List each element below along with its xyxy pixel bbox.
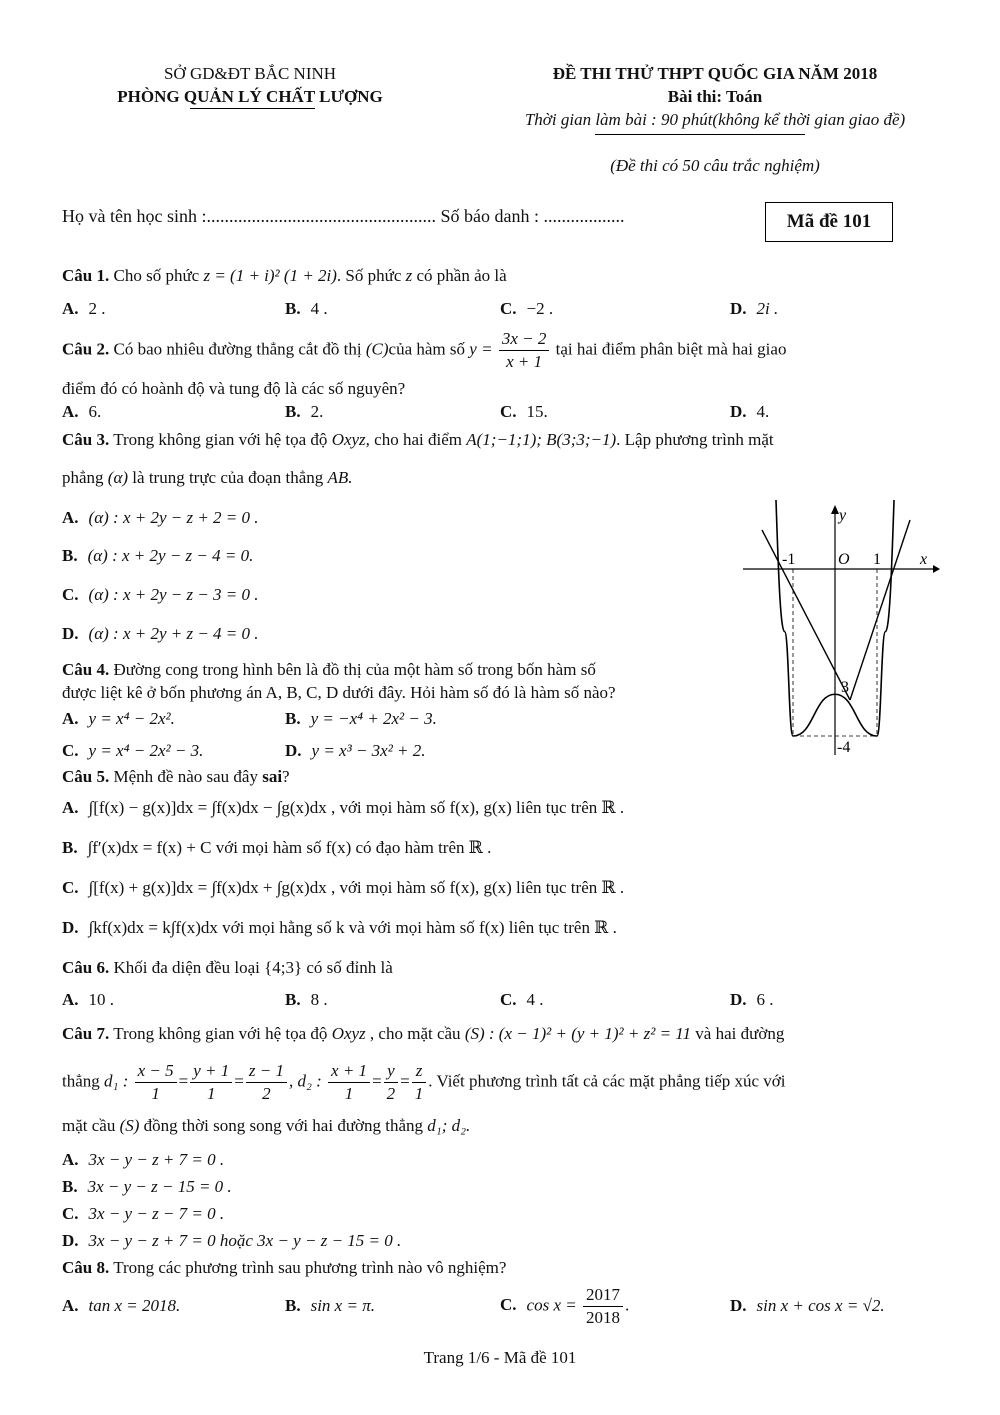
option-b[interactable] — [62, 1177, 232, 1197]
question-label: Câu 4. — [62, 660, 110, 679]
math-expression: Oxyz, — [331, 430, 370, 449]
option-label: B. — [285, 990, 301, 1009]
option-text: 6 . — [756, 990, 774, 1009]
fraction — [135, 1060, 177, 1105]
question-text: có số đỉnh là — [302, 958, 393, 977]
option-b[interactable] — [285, 402, 323, 422]
option-text: 4 . — [310, 299, 328, 318]
question-text: . Viết phương trình tất cả các mặt phẳng tiếp xúc với — [428, 1071, 786, 1091]
option-text: 15. — [526, 402, 548, 421]
question-4 — [62, 660, 596, 680]
option-label: C. — [62, 741, 79, 760]
question-6 — [62, 958, 393, 978]
fraction-denominator: 2 — [386, 1084, 396, 1103]
math-expression: (S) — [119, 1116, 140, 1135]
option-text: sin x = π. — [310, 1296, 375, 1315]
option-text: y = −x⁴ + 2x² − 3. — [310, 709, 437, 728]
option-text: (α) : x + 2y − z + 2 = 0 . — [88, 508, 259, 527]
question-3 — [62, 430, 774, 450]
option-text: −2 . — [526, 299, 554, 318]
option-text: y = x³ − 3x² + 2. — [311, 741, 426, 760]
question-label: Câu 7. — [62, 1024, 110, 1043]
option-text: y = x⁴ − 2x². — [88, 709, 175, 728]
office-name: PHÒNG QUẢN LÝ CHẤT LƯỢNG — [117, 87, 383, 106]
origin-label: O — [838, 551, 850, 568]
fraction — [384, 1060, 399, 1105]
option-label: D. — [730, 990, 747, 1009]
option-text: 8 . — [310, 990, 328, 1009]
fraction — [583, 1284, 623, 1329]
option-d[interactable] — [730, 990, 774, 1010]
question-label: Câu 8. — [62, 1258, 110, 1277]
tick-label: -4 — [837, 739, 851, 756]
option-label: C. — [62, 1204, 79, 1223]
option-d[interactable] — [62, 624, 259, 644]
exam-duration: Thời gian làm bài : 90 phút(không kể thời gian giao đề) — [524, 110, 906, 129]
option-label: A. — [62, 1150, 79, 1169]
math-expression: A(1;−1;1); B(3;3;−1) — [466, 430, 617, 449]
fraction — [328, 1060, 370, 1105]
option-c[interactable] — [500, 402, 548, 422]
option-label: C. — [62, 878, 79, 897]
math-expression: , d₂ : — [288, 1071, 322, 1091]
option-text: 3x − y − z + 7 = 0 . — [88, 1150, 225, 1169]
option-c[interactable] — [62, 1204, 224, 1224]
question-8 — [62, 1258, 506, 1278]
option-a[interactable] — [62, 402, 101, 422]
function-graph — [740, 500, 940, 760]
exam-subject: Bài thi: Toán — [667, 87, 763, 106]
option-text: 4. — [756, 402, 770, 421]
option-label: D. — [62, 624, 79, 643]
option-text: 4 . — [526, 990, 544, 1009]
question-text: . Số phức — [336, 266, 406, 285]
fraction — [499, 328, 550, 373]
math-expression: (C) — [365, 339, 389, 359]
fraction-denominator: 1 — [414, 1084, 424, 1103]
option-label: A. — [62, 508, 79, 527]
option-text: tan x = 2018. — [88, 1296, 181, 1315]
math-expression: (α) — [107, 468, 129, 487]
fraction-numerator: 3x − 2 — [499, 328, 550, 351]
question-1 — [62, 266, 507, 286]
question-text: cho hai điểm — [369, 430, 467, 449]
question-text: thẳng — [62, 1071, 105, 1091]
exam-code: Mã đề 101 — [786, 211, 872, 232]
question-7-cont: thẳng d₁ : $\frac{x - 5}{1}$ = $\frac{y + 1}{1}$ = $\frac{z - 1}{2}$ , d₂ : $\frac{x + 1}{1}$ = $\frac{y}{2}$ = $\frac{z}{1}$ . Viết phương trình tất cả các mặt phẳng tiếp xúc với — [62, 1061, 786, 1103]
option-label: C. — [500, 299, 517, 318]
option-label: A. — [62, 709, 79, 728]
option-text: ∫f′(x)dx = f(x) + C với mọi hàm số f(x) có đạo hàm trên ℝ . — [87, 838, 492, 857]
option-c[interactable] — [62, 741, 203, 761]
fraction-denominator: x + 1 — [506, 352, 543, 371]
option-label: D. — [730, 402, 747, 421]
option-text: 6. — [88, 402, 102, 421]
option-label: B. — [285, 709, 301, 728]
fraction-numerator: x + 1 — [328, 1060, 370, 1083]
math-variable: z — [405, 266, 413, 285]
fraction-numerator: x − 5 — [135, 1060, 177, 1083]
option-b[interactable] — [62, 838, 491, 858]
graph-line-right — [850, 520, 910, 700]
option-label: B. — [285, 402, 301, 421]
question-label: Câu 3. — [62, 430, 110, 449]
exam-code-box — [765, 202, 893, 242]
option-label: A. — [62, 402, 79, 421]
question-text: . Lập phương trình mặt — [616, 430, 774, 449]
option-d[interactable] — [730, 1296, 885, 1316]
option-text: 3x − y − z + 7 = 0 hoặc 3x − y − z − 15 = 0 . — [88, 1231, 402, 1250]
option-c[interactable]: C. cos x = $\frac{2017}{2018}$ . — [500, 1285, 630, 1327]
option-a[interactable] — [62, 1296, 180, 1316]
question-7 — [62, 1024, 784, 1044]
header-underline — [190, 108, 315, 109]
option-label: B. — [285, 1296, 301, 1315]
header-underline-right — [595, 134, 805, 135]
option-text: 2i . — [756, 299, 779, 318]
option-label: A. — [62, 798, 79, 817]
question-text: có phần ảo là — [412, 266, 507, 285]
question-text: Trong các phương trình sau phương trình nào vô nghiệm? — [113, 1258, 507, 1277]
fraction-numerator: y + 1 — [190, 1060, 232, 1083]
option-text: cos x = — [526, 1295, 577, 1315]
option-text: y = x⁴ − 2x² − 3. — [88, 741, 204, 760]
question-label: Câu 1. — [62, 266, 110, 285]
option-a[interactable] — [62, 798, 624, 818]
option-text: ∫[f(x) + g(x)]dx = ∫f(x)dx + ∫g(x)dx , với mọi hàm số f(x), g(x) liên tục trên ℝ . — [88, 878, 625, 897]
fraction-numerator: z — [412, 1060, 427, 1083]
option-b[interactable] — [285, 990, 328, 1010]
option-text: sin x + cos x = √2. — [756, 1296, 885, 1315]
y-axis-arrow — [831, 505, 839, 514]
question-text: tại hai điểm phân biệt mà hai giao — [551, 339, 787, 359]
question-text: của hàm số — [388, 339, 470, 359]
question-text: là trung trực của đoạn thẳng — [128, 468, 328, 487]
option-text: (α) : x + 2y − z − 4 = 0. — [87, 546, 254, 565]
question-text: đồng thời song song với hai đường thẳng — [139, 1116, 428, 1135]
question-2 — [62, 328, 786, 373]
option-text: 10 . — [88, 990, 115, 1009]
option-label: D. — [62, 918, 79, 937]
question-text: Khối đa diện đều loại — [113, 958, 265, 977]
question-text: ? — [282, 767, 290, 786]
option-d[interactable] — [285, 741, 426, 761]
question-label: Câu 6. — [62, 958, 110, 977]
option-text: 3x − y − z − 7 = 0 . — [88, 1204, 225, 1223]
question-text: , cho mặt cầu — [365, 1024, 465, 1043]
math-expression: Oxyz — [331, 1024, 366, 1043]
option-label: D. — [62, 1231, 79, 1250]
fraction-denominator: 2018 — [585, 1308, 620, 1327]
question-text: Đường cong trong hình bên là đồ thị của một hàm số trong bốn hàm số — [113, 660, 596, 679]
math-expression: AB. — [327, 468, 353, 487]
tick-label: 1 — [873, 551, 881, 568]
question-text: mặt cầu — [62, 1116, 120, 1135]
question-text: Cho số phức — [113, 266, 204, 285]
question-text: Có bao nhiêu đường thẳng cắt đồ thị — [113, 339, 366, 359]
option-text: 2. — [310, 402, 324, 421]
exam-note: (Đề thi có 50 câu trắc nghiệm) — [610, 156, 820, 175]
math-expression: z = (1 + i)² (1 + 2i) — [203, 266, 337, 285]
option-text: (α) : x + 2y − z − 3 = 0 . — [88, 585, 259, 604]
question-text: Trong không gian với hệ tọa độ — [113, 1024, 332, 1043]
option-label: C. — [500, 402, 517, 421]
option-a[interactable] — [62, 1150, 224, 1170]
math-expression: d₁ : — [104, 1071, 129, 1091]
option-a[interactable] — [62, 990, 114, 1010]
option-b[interactable] — [62, 546, 253, 566]
question-label: Câu 5. — [62, 767, 110, 786]
option-a[interactable] — [62, 709, 175, 729]
option-a[interactable] — [62, 299, 106, 319]
question-2-cont: điểm đó có hoành độ và tung độ là các số nguyên? — [62, 379, 406, 398]
fraction-numerator: y — [384, 1060, 399, 1083]
option-text: ∫kf(x)dx = k∫f(x)dx với mọi hằng số k và với mọi hàm số f(x) liên tục trên ℝ . — [88, 918, 617, 937]
fraction — [246, 1060, 287, 1105]
option-a[interactable] — [62, 508, 259, 528]
option-c[interactable] — [500, 299, 553, 319]
option-text: 3x − y − z − 15 = 0 . — [87, 1177, 232, 1196]
question-7-cont2 — [62, 1116, 470, 1136]
fraction-denominator: 1 — [207, 1084, 216, 1103]
option-label: A. — [62, 1296, 79, 1315]
question-text: phẳng — [62, 468, 108, 487]
option-b[interactable] — [285, 1296, 375, 1316]
option-d[interactable] — [62, 1231, 401, 1251]
option-text: 2 . — [88, 299, 106, 318]
page-footer: Trang 1/6 - Mã đề 101 — [423, 1348, 577, 1367]
fraction-numerator: z − 1 — [246, 1060, 287, 1083]
emphasis-text: sai — [262, 767, 283, 786]
x-axis-label: x — [920, 551, 928, 568]
question-3-cont — [62, 468, 353, 488]
math-expression: d₁; d₂. — [427, 1116, 471, 1135]
fraction-denominator: 1 — [344, 1084, 354, 1103]
department-name: SỞ GD&ĐT BẮC NINH — [163, 64, 337, 83]
question-text: Mệnh đề nào sau đây — [113, 767, 263, 786]
option-label: B. — [62, 1177, 78, 1196]
option-b[interactable] — [285, 299, 328, 319]
y-axis-label: y — [839, 507, 847, 524]
fraction-numerator: 2017 — [583, 1284, 623, 1307]
option-label: C. — [500, 990, 517, 1009]
option-label: B. — [285, 299, 301, 318]
option-label: C. — [500, 1295, 517, 1315]
student-info-line: Họ và tên học sinh :................................................... Số báo danh : .................. — [62, 206, 625, 226]
x-axis-arrow — [933, 565, 940, 573]
question-4-cont: được liệt kê ở bốn phương án A, B, C, D dưới đây. Hỏi hàm số đó là hàm số nào? — [62, 683, 616, 702]
option-b[interactable] — [285, 709, 437, 729]
option-label: B. — [62, 546, 78, 565]
option-c[interactable] — [62, 585, 259, 605]
question-label: Câu 2. — [62, 339, 110, 359]
question-text: Trong không gian với hệ tọa độ — [113, 430, 332, 449]
option-label: A. — [62, 299, 79, 318]
option-d[interactable] — [730, 299, 778, 319]
option-c[interactable] — [62, 878, 624, 898]
graph-line-left — [762, 530, 850, 700]
fraction-denominator: 2 — [262, 1084, 271, 1103]
fraction — [412, 1060, 427, 1105]
option-d[interactable] — [62, 918, 617, 938]
option-label: A. — [62, 990, 79, 1009]
option-c[interactable] — [500, 990, 544, 1010]
tick-label: -1 — [782, 551, 796, 568]
exam-title: ĐỀ THI THỬ THPT QUỐC GIA NĂM 2018 — [552, 64, 878, 83]
option-label: D. — [730, 1296, 747, 1315]
question-text: và hai đường — [691, 1024, 785, 1043]
option-text: ∫[f(x) − g(x)]dx = ∫f(x)dx − ∫g(x)dx , với mọi hàm số f(x), g(x) liên tục trên ℝ . — [88, 798, 625, 817]
math-expression: y = — [469, 339, 493, 359]
math-expression: (S) : (x − 1)² + (y + 1)² + z² = 11 — [464, 1024, 692, 1043]
tick-label: 3 — [841, 679, 849, 696]
fraction-denominator: 1 — [151, 1084, 160, 1103]
option-label: D. — [730, 299, 747, 318]
option-label: B. — [62, 838, 78, 857]
option-label: D. — [285, 741, 302, 760]
question-5 — [62, 767, 290, 787]
fraction — [190, 1060, 232, 1105]
option-label: C. — [62, 585, 79, 604]
math-expression: {4;3} — [264, 958, 303, 977]
option-text: (α) : x + 2y + z − 4 = 0 . — [88, 624, 259, 643]
option-d[interactable] — [730, 402, 769, 422]
